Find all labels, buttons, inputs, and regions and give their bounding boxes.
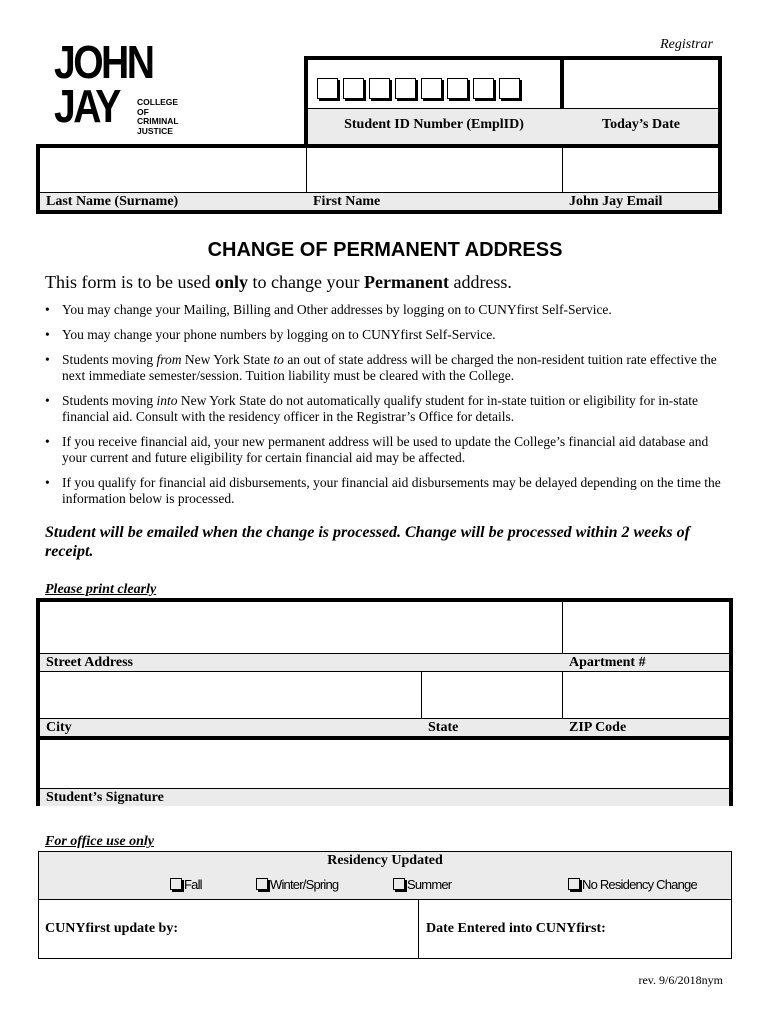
id-digit-box[interactable]: [369, 78, 390, 99]
list-item: • You may change your phone numbers by logging on to CUNYfirst Self-Service.: [45, 327, 725, 343]
john-jay-logo: [54, 36, 194, 138]
student-id-checkboxes: [317, 78, 522, 103]
todays-date-field[interactable]: [564, 60, 718, 108]
id-digit-box[interactable]: [447, 78, 468, 99]
street-address-field[interactable]: [40, 602, 562, 653]
address-box: [36, 598, 733, 806]
id-digit-box[interactable]: [473, 78, 494, 99]
signature-label: Student’s Signature: [46, 790, 164, 805]
email-field[interactable]: [563, 148, 718, 192]
student-id-box: [304, 56, 722, 144]
intro-text: This form is to be used only to change your Permanent address.: [45, 272, 512, 292]
state-label: State: [428, 720, 459, 735]
date-entered-label: Date Entered into CUNYfirst:: [426, 921, 606, 936]
option-no-residency-change[interactable]: No Residency Change: [568, 877, 697, 892]
checkbox-icon[interactable]: [256, 878, 268, 890]
id-digit-box[interactable]: [421, 78, 442, 99]
name-box: [36, 144, 722, 214]
option-fall[interactable]: Fall: [170, 877, 202, 892]
checkbox-icon[interactable]: [393, 878, 405, 890]
option-winter-spring[interactable]: Winter/Spring: [256, 877, 338, 892]
page-title: CHANGE OF PERMANENT ADDRESS: [207, 239, 563, 261]
checkbox-icon[interactable]: [568, 878, 580, 890]
id-digit-box[interactable]: [317, 78, 338, 99]
list-item: • You may change your Mailing, Billing and Other addresses by logging on to CUNYfirst Self-Service.: [45, 302, 725, 318]
list-item: • If you receive financial aid, your new permanent address will be used to update the College’s financial aid database and your current and future eligibility for certain financial aid may be affected.: [45, 434, 725, 466]
checkbox-icon[interactable]: [170, 878, 182, 890]
list-item: • Students moving into New York State do not automatically qualify student for in-state tuition or eligibility for in-state financial aid. Consult with the residency officer in the Registrar’s Office for details.: [45, 393, 725, 425]
logo-jay: JAY: [54, 80, 119, 132]
state-field[interactable]: [422, 672, 562, 718]
id-digit-box[interactable]: [499, 78, 520, 99]
city-label: City: [46, 720, 72, 735]
apartment-label: Apartment #: [569, 655, 646, 670]
zip-label: ZIP Code: [569, 720, 627, 735]
apartment-field[interactable]: [563, 602, 729, 653]
zip-field[interactable]: [563, 672, 729, 718]
last-name-label: Last Name (Surname): [46, 194, 179, 209]
first-name-label: First Name: [313, 194, 381, 209]
id-digit-box[interactable]: [343, 78, 364, 99]
logo-subtitle: COLLEGE OF CRIMINAL JUSTICE: [137, 97, 179, 136]
email-label: John Jay Email: [569, 194, 663, 209]
residency-updated-label: Residency Updated: [327, 853, 443, 868]
first-name-field[interactable]: [307, 148, 562, 192]
office-use-box: [38, 851, 732, 959]
logo-john: JOHN: [54, 36, 153, 88]
revision-note: rev. 9/6/2018nym: [638, 973, 723, 987]
cunyfirst-update-label: CUNYfirst update by:: [45, 921, 178, 936]
list-item: • Students moving from New York State to an out of state address will be charged the non-resident tuition rate effective the next immediate semester/session. Tuition liability must be cleared with the College.: [45, 352, 725, 384]
processing-notice: Student will be emailed when the change is processed. Change will be processed within 2 weeks of receipt.: [45, 524, 690, 560]
registrar-label: Registrar: [660, 37, 713, 52]
street-address-label: Street Address: [46, 655, 133, 670]
last-name-field[interactable]: [40, 148, 306, 192]
office-use-heading: For office use only: [45, 834, 155, 849]
id-digit-box[interactable]: [395, 78, 416, 99]
signature-field[interactable]: [40, 740, 729, 788]
print-clearly-label: Please print clearly: [45, 582, 157, 597]
student-id-label: Student ID Number (EmplID): [344, 117, 524, 132]
city-field[interactable]: [40, 672, 421, 718]
list-item: • If you qualify for financial aid disbursements, your financial aid disbursements may be delayed depending on the time the information below is processed.: [45, 475, 725, 507]
todays-date-label: Today’s Date: [602, 117, 680, 132]
info-bullets: [45, 302, 725, 516]
option-summer[interactable]: Summer: [393, 877, 451, 892]
